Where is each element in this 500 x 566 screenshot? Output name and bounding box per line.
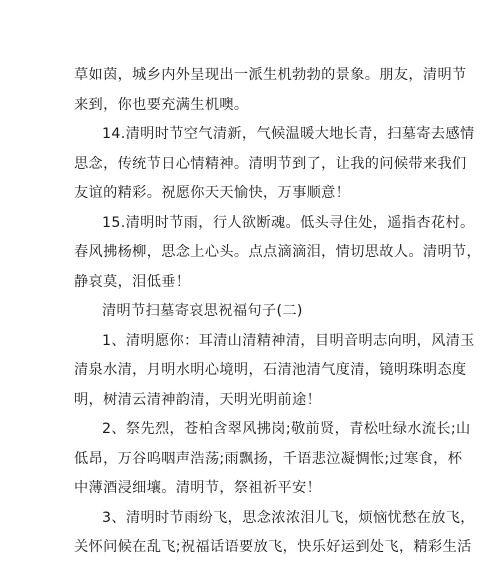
section-heading: 清明节扫墓寄哀思祝福句子(二) [102,303,303,319]
text-line: 明，树清云清神韵清，天明光明前途！ [74,392,322,408]
text-line: 静哀莫，泪低垂！ [74,274,191,290]
text-line: 2、祭先烈，苍柏含翠风拂岗;敬前贤，青松吐绿水流长;山 [102,421,471,437]
text-line: 春风拂杨柳，思念上心头。点点滴滴泪，情切思故人。清明节， [74,244,482,260]
text-line: 14.清明时节空气清新，气候温暖大地长青，扫墓寄去感情 [102,126,475,142]
text-line: 1、清明愿你：耳清山清精神清，目明音明志向明，风清玉 [102,333,475,349]
text-line: 友谊的精彩。祝愿你天天愉快，万事顺意！ [74,185,351,201]
text-line: 3、清明时节雨纷飞，思念浓浓泪儿飞，烦恼忧愁在放飞， [102,510,475,526]
text-line: 思念，传统节日心情精神。清明节到了，让我的问候带来我们 [74,156,467,172]
text-line: 清泉水清，月明水明心境明，石清池清气度清，镜明珠明态度 [74,362,467,378]
text-line: 来到，你也要充满生机噢。 [74,97,249,113]
text-line: 15.清明时节雨，行人欲断魂。低头寻住处，遥指杏花村。 [102,215,475,231]
text-line: 低昂，万谷呜咽声浩荡;雨飘扬，千语悲泣凝惆怅;过寒食，杯 [74,451,463,467]
text-line: 草如茵，城乡内外呈现出一派生机勃勃的景象。朋友，清明节 [74,67,467,83]
text-line: 中薄酒浸细壤。清明节，祭祖祈平安！ [74,480,322,496]
text-line: 关怀问候在乱飞;祝福话语要放飞，快乐好运到处飞，精彩生活 [74,539,472,555]
